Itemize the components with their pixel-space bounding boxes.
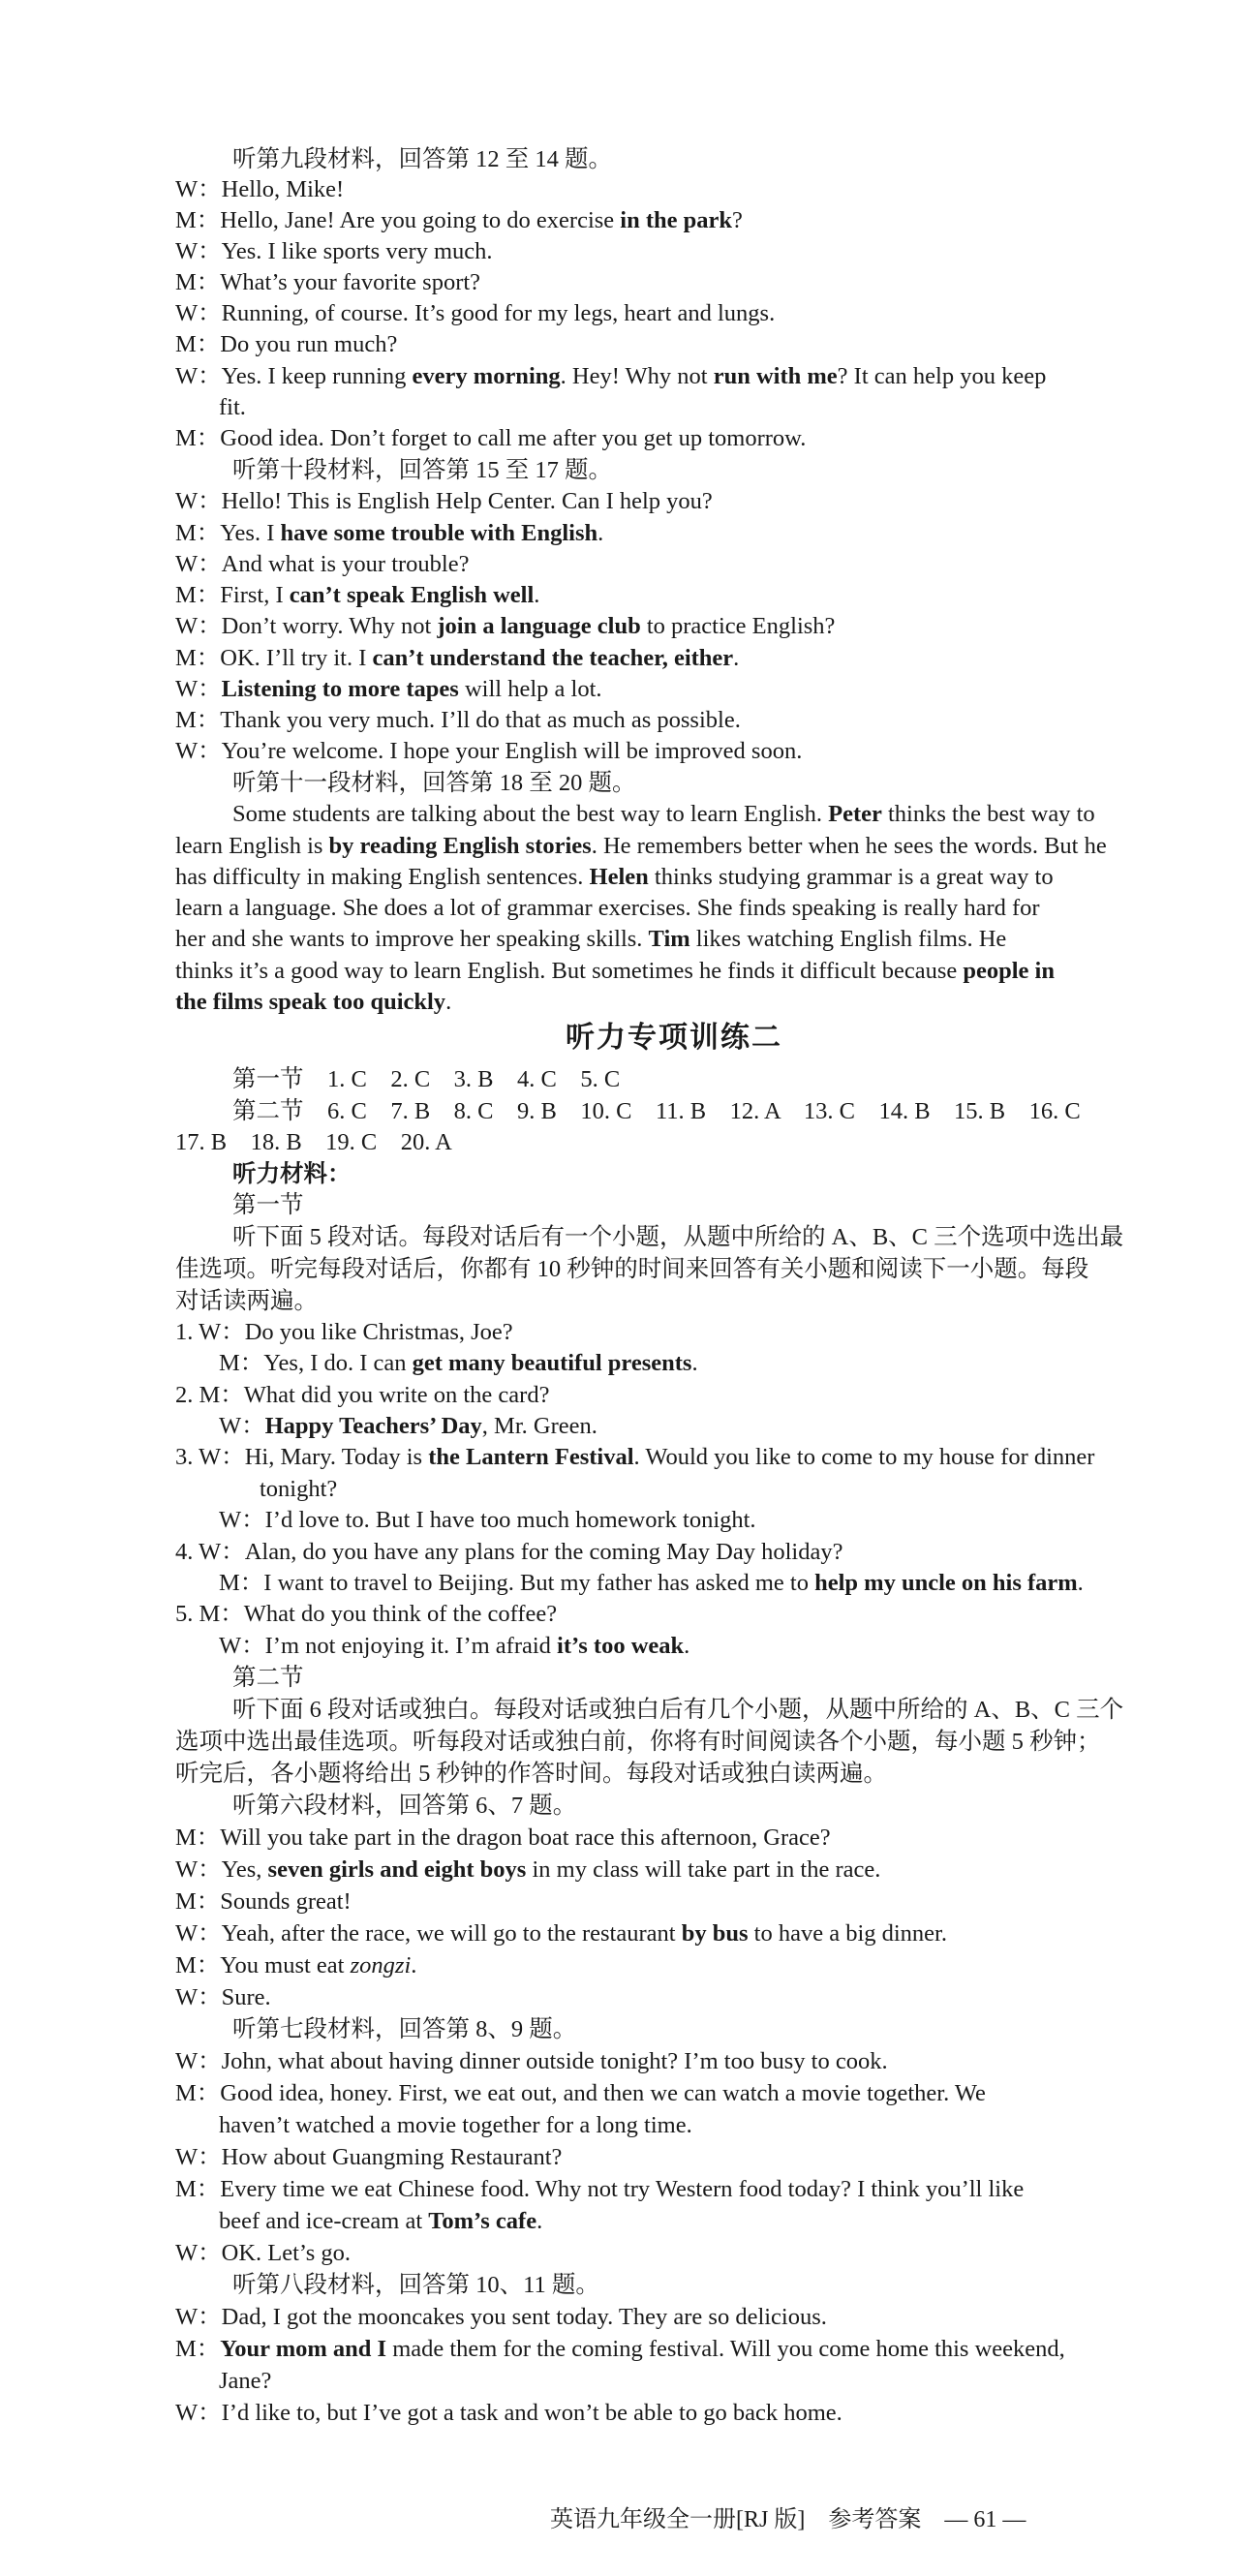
dialogue-line: beef and ice-cream at Tom’s cafe. xyxy=(219,2208,543,2234)
dialogue-line: M：Do you run much? xyxy=(175,331,398,357)
subsection-heading: 第一节 xyxy=(232,1192,304,1218)
dialogue-line: M：Good idea, honey. First, we eat out, and then we can watch a movie together. We xyxy=(175,2080,986,2106)
dialogue-line: W：Dad, I got the mooncakes you sent today. They are so delicious. xyxy=(175,2304,827,2330)
monologue-line: learn a language. She does a lot of grammar exercises. She finds speaking is really hard for xyxy=(175,895,1040,921)
dialogue-line: tonight? xyxy=(260,1476,338,1502)
dialogue-line: W：Yes, seven girls and eight boys in my class will take part in the race. xyxy=(175,1856,881,1883)
section-title: 听力专项训练二 xyxy=(566,1021,782,1055)
dialogue-line: W：Hello, Mike! xyxy=(175,176,345,202)
dialogue-line: W：Yes. I keep running every morning. Hey! Why not run with me? It can help you keep xyxy=(175,363,1047,389)
answer-line: 第二节 6. C 7. B 8. C 9. B 10. C 11. B 12. A 13. C 14. B 15. B 16. C xyxy=(232,1098,1081,1124)
section-heading-9: 听第九段材料，回答第 12 至 14 题。 xyxy=(232,146,612,172)
dialogue-line: M：You must eat zongzi. xyxy=(175,1952,417,1978)
page-footer: 英语九年级全一册[RJ 版] 参考答案 — 61 — xyxy=(550,2507,1026,2532)
dialogue-line: M：Thank you very much. I’ll do that as much as possible. xyxy=(175,707,741,733)
dialogue-line: W：And what is your trouble? xyxy=(175,551,470,577)
instruction-line: 听下面 6 段对话或独白。每段对话或独白后有几个小题，从题中所给的 A、B、C 三个 xyxy=(232,1697,1124,1723)
section-heading-10: 听第十段材料，回答第 15 至 17 题。 xyxy=(232,457,612,483)
monologue-line: Some students are talking about the best way to learn English. Peter thinks the best way to xyxy=(232,801,1095,827)
dialogue-line: 4. W：Alan, do you have any plans for the coming May Day holiday? xyxy=(175,1539,843,1565)
dialogue-line: W：Hello! This is English Help Center. Can I help you? xyxy=(175,488,713,514)
dialogue-line: 3. W：Hi, Mary. Today is the Lantern Festival. Would you like to come to my house for dinner xyxy=(175,1444,1095,1470)
dialogue-line: W：I’d like to, but I’ve got a task and won’t be able to go back home. xyxy=(175,2400,842,2426)
dialogue-line: M：I want to travel to Beijing. But my father has asked me to help my uncle on his farm. xyxy=(219,1570,1084,1596)
instruction-line: 选项中选出最佳选项。听每段对话或独白前，你将有时间阅读各个小题，每小题 5 秒钟； xyxy=(175,1729,1101,1755)
dialogue-line: W：Yeah, after the race, we will go to the restaurant by bus to have a big dinner. xyxy=(175,1920,947,1947)
subsection-heading: 第二节 xyxy=(232,1665,304,1691)
dialogue-line: fit. xyxy=(219,394,246,420)
monologue-line: learn English is by reading English stories. He remembers better when he sees the words. But he xyxy=(175,833,1107,859)
instruction-line: 听完后，各小题将给出 5 秒钟的作答时间。每段对话或独白读两遍。 xyxy=(175,1761,887,1787)
dialogue-line: W：OK. Let’s go. xyxy=(175,2240,351,2266)
monologue-line: has difficulty in making English sentences. Helen thinks studying grammar is a great way to xyxy=(175,864,1054,890)
section-heading-8: 听第八段材料，回答第 10、11 题。 xyxy=(232,2272,599,2298)
dialogue-line: W：Yes. I like sports very much. xyxy=(175,238,493,264)
dialogue-line: M：What’s your favorite sport? xyxy=(175,269,481,295)
answer-line: 17. B 18. B 19. C 20. A xyxy=(175,1129,452,1155)
section-heading-6: 听第六段材料，回答第 6、7 题。 xyxy=(232,1793,577,1819)
dialogue-line: W：I’d love to. But I have too much homework tonight. xyxy=(219,1507,756,1533)
dialogue-line: W：Don’t worry. Why not join a language club to practice English? xyxy=(175,613,836,639)
materials-label: 听力材料： xyxy=(232,1161,352,1187)
section-heading-11: 听第十一段材料，回答第 18 至 20 题。 xyxy=(232,770,636,796)
dialogue-line: W：John, what about having dinner outside tonight? I’m too busy to cook. xyxy=(175,2048,888,2074)
answer-line: 第一节 1. C 2. C 3. B 4. C 5. C xyxy=(232,1066,621,1092)
monologue-line: thinks it’s a good way to learn English. But sometimes he finds it difficult because people in xyxy=(175,958,1055,984)
dialogue-line: M：First, I can’t speak English well. xyxy=(175,582,540,608)
dialogue-line: M：Your mom and I made them for the coming festival. Will you come home this weekend, xyxy=(175,2336,1065,2362)
dialogue-line: W：Listening to more tapes will help a lot. xyxy=(175,676,602,702)
dialogue-line: W：You’re welcome. I hope your English will be improved soon. xyxy=(175,738,803,764)
dialogue-line: haven’t watched a movie together for a long time. xyxy=(219,2112,692,2138)
dialogue-line: W：Running, of course. It’s good for my legs, heart and lungs. xyxy=(175,300,776,326)
dialogue-line: M：Yes, I do. I can get many beautiful presents. xyxy=(219,1350,698,1376)
monologue-line: her and she wants to improve her speaking skills. Tim likes watching English films. He xyxy=(175,926,1007,952)
dialogue-line: M：Hello, Jane! Are you going to do exercise in the park? xyxy=(175,207,743,233)
dialogue-line: 2. M：What did you write on the card? xyxy=(175,1382,550,1408)
instruction-line: 对话读两遍。 xyxy=(175,1288,318,1314)
dialogue-line: M：Will you take part in the dragon boat race this afternoon, Grace? xyxy=(175,1825,831,1851)
section-heading-7: 听第七段材料，回答第 8、9 题。 xyxy=(232,2016,577,2042)
dialogue-line: Jane? xyxy=(219,2368,272,2394)
dialogue-line: M：Good idea. Don’t forget to call me after you get up tomorrow. xyxy=(175,425,807,451)
dialogue-line: W：Happy Teachers’ Day, Mr. Green. xyxy=(219,1413,597,1439)
dialogue-line: M：Yes. I have some trouble with English. xyxy=(175,520,604,546)
dialogue-line: M：Sounds great! xyxy=(175,1888,352,1915)
instruction-line: 佳选项。听完每段对话后，你都有 10 秒钟的时间来回答有关小题和阅读下一小题。每段 xyxy=(175,1256,1089,1282)
dialogue-line: W：Sure. xyxy=(175,1984,271,2010)
dialogue-line: M：Every time we eat Chinese food. Why not try Western food today? I think you’ll like xyxy=(175,2176,1025,2202)
dialogue-line: M：OK. I’ll try it. I can’t understand the teacher, either. xyxy=(175,645,740,671)
dialogue-line: W：I’m not enjoying it. I’m afraid it’s too weak. xyxy=(219,1633,690,1659)
dialogue-line: 5. M：What do you think of the coffee? xyxy=(175,1601,558,1627)
dialogue-line: W：How about Guangming Restaurant? xyxy=(175,2144,563,2170)
instruction-line: 听下面 5 段对话。每段对话后有一个小题，从题中所给的 A、B、C 三个选项中选出最 xyxy=(232,1224,1124,1250)
dialogue-line: 1. W：Do you like Christmas, Joe? xyxy=(175,1319,513,1345)
monologue-line: the films speak too quickly. xyxy=(175,989,452,1015)
